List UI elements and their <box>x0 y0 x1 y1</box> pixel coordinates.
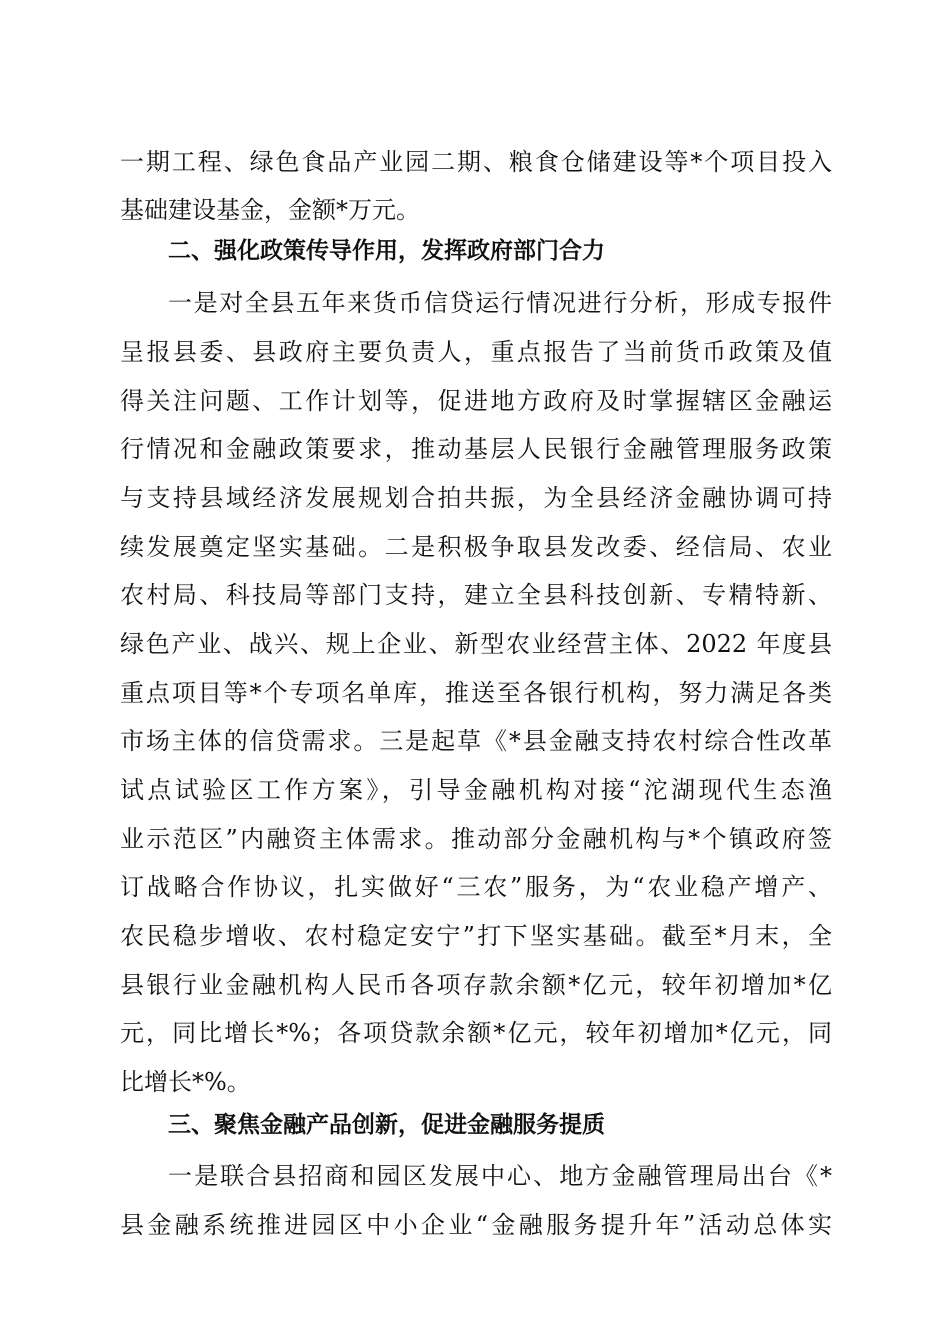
paragraph-line: 得关注问题、工作计划等，促进地方政府及时掌握辖区金融运 <box>120 387 832 415</box>
paragraph-line: 一是联合县招商和园区发展中心、地方金融管理局出台《* <box>168 1162 832 1190</box>
paragraph-line: 农村局、科技局等部门支持，建立全县科技创新、专精特新、 <box>120 581 832 609</box>
paragraph-line: 元，同比增长*%；各项贷款余额*亿元，较年初增加*亿元，同 <box>120 1019 832 1047</box>
paragraph-line: 业示范区”内融资主体需求。推动部分金融机构与*个镇政府签 <box>120 825 832 853</box>
paragraph-line: 与支持县域经济发展规划合拍共振，为全县经济金融协调可持 <box>120 484 832 512</box>
paragraph-line: 农民稳步增收、农村稳定安宁”打下坚实基础。截至*月末，全 <box>120 922 832 950</box>
paragraph-line: 一是对全县五年来货币信贷运行情况进行分析，形成专报件 <box>168 289 832 317</box>
section-heading-3: 三、聚焦金融产品创新，促进金融服务提质 <box>168 1112 605 1138</box>
paragraph-line: 重点项目等*个专项名单库，推送至各银行机构，努力满足各类 <box>120 679 832 707</box>
paragraph-line: 订战略合作协议，扎实做好“三农”服务，为“农业稳产增产、 <box>120 873 832 901</box>
paragraph-line: 行情况和金融政策要求，推动基层人民银行金融管理服务政策 <box>120 435 832 463</box>
paragraph-line: 基础建设基金，金额*万元。 <box>120 196 420 224</box>
section-heading-2: 二、强化政策传导作用，发挥政府部门合力 <box>168 238 605 264</box>
paragraph-line: 绿色产业、战兴、规上企业、新型农业经营主体、2022 年度县 <box>120 630 832 658</box>
paragraph-line: 比增长*%。 <box>120 1068 251 1096</box>
paragraph-line: 续发展奠定坚实基础。二是积极争取县发改委、经信局、农业 <box>120 533 832 561</box>
paragraph-line: 试点试验区工作方案》，引导金融机构对接“沱湖现代生态渔 <box>120 776 832 804</box>
paragraph-line: 市场主体的信贷需求。三是起草《*县金融支持农村综合性改革 <box>120 727 832 755</box>
paragraph-line: 一期工程、绿色食品产业园二期、粮食仓储建设等*个项目投入 <box>120 148 832 176</box>
paragraph-line: 县银行业金融机构人民币各项存款余额*亿元，较年初增加*亿 <box>120 971 832 999</box>
paragraph-line: 呈报县委、县政府主要负责人，重点报告了当前货币政策及值 <box>120 338 832 366</box>
paragraph-line: 县金融系统推进园区中小企业“金融服务提升年”活动总体实 <box>120 1211 832 1239</box>
